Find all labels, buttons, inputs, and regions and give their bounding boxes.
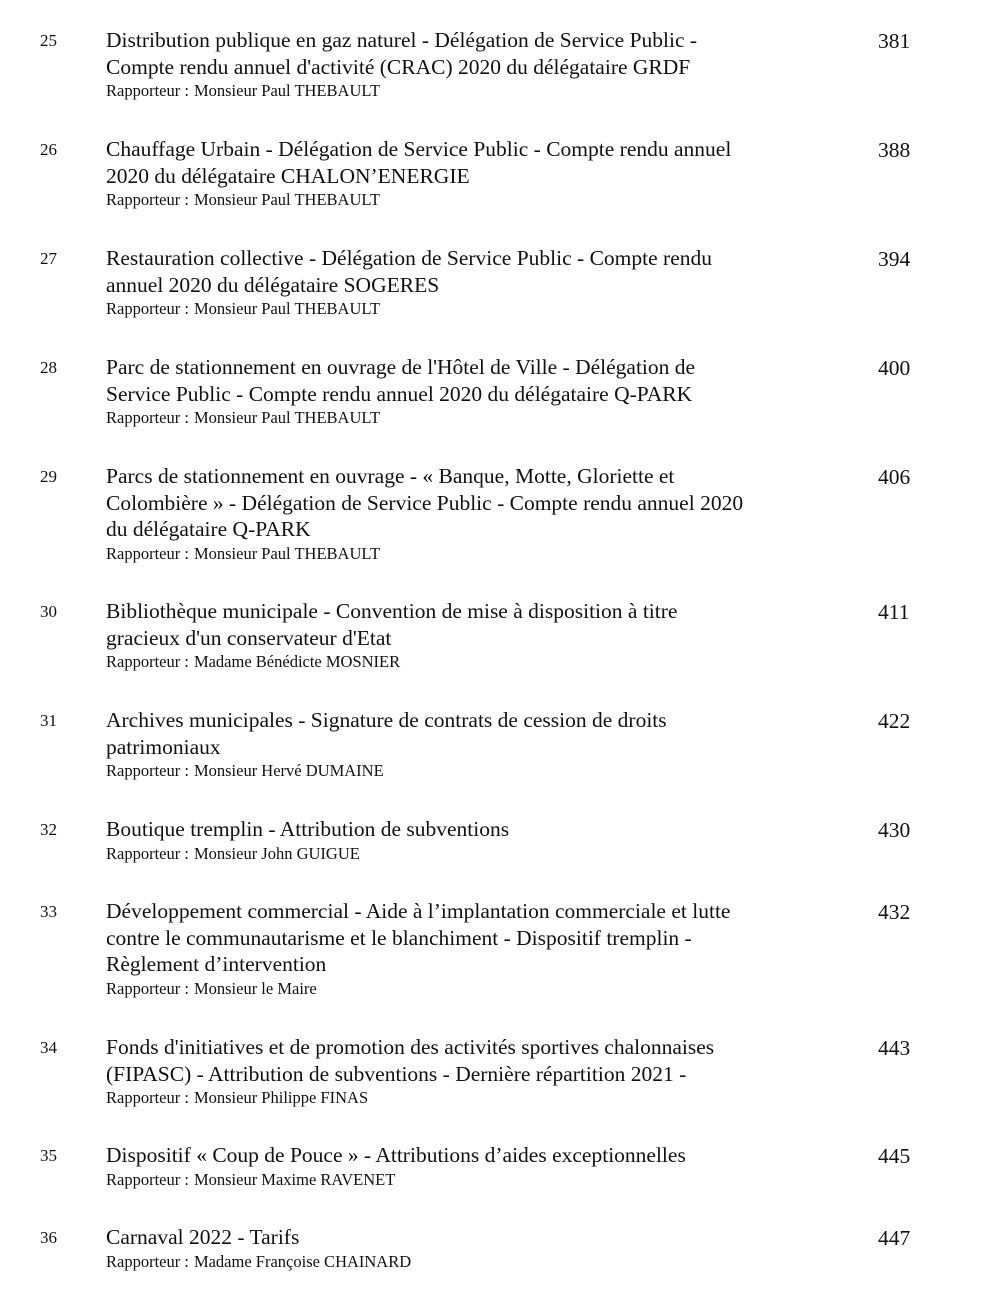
entry-number: 32 <box>40 820 57 839</box>
entry-page-number: 432 <box>878 900 911 924</box>
rapporteur-name: Monsieur Paul THEBAULT <box>193 299 381 318</box>
entry-rapporteur <box>106 844 846 864</box>
entry-page-number: 406 <box>878 465 911 489</box>
entry-body <box>106 1142 846 1190</box>
entry-title: Bibliothèque municipale - Convention de mise à disposition à titre gracieux d'un conservateur d'Etat <box>106 599 678 650</box>
rapporteur-name: Monsieur Paul THEBAULT <box>193 81 381 100</box>
entry-rapporteur <box>106 979 846 999</box>
rapporteur-label: Rapporteur : <box>106 978 189 998</box>
entry-body <box>106 707 846 781</box>
entry-body <box>106 245 846 319</box>
entry-title: Développement commercial - Aide à l’implantation commerciale et lutte contre le communautarisme et le blanchiment - Dispositif tremplin - Règlement d’intervention <box>106 899 731 976</box>
entry-title: Archives municipales - Signature de contrats de cession de droits patrimoniaux <box>106 708 667 759</box>
entry-body <box>106 898 846 999</box>
entry-body <box>106 136 846 210</box>
rapporteur-name: Monsieur Paul THEBAULT <box>193 408 381 427</box>
rapporteur-name: Monsieur Hervé DUMAINE <box>193 761 384 780</box>
entry-rapporteur <box>106 544 846 564</box>
entry-number: 26 <box>40 140 57 159</box>
rapporteur-name: Monsieur le Maire <box>193 978 317 998</box>
entry-body <box>106 598 846 672</box>
rapporteur-label: Rapporteur : <box>106 81 189 100</box>
entry-number: 29 <box>40 467 57 486</box>
entry-rapporteur <box>106 81 846 101</box>
entry-body <box>106 463 846 564</box>
entry-page-number: 400 <box>878 356 911 380</box>
entry-page-number: 422 <box>878 709 911 733</box>
rapporteur-label: Rapporteur : <box>106 1169 189 1189</box>
rapporteur-label: Rapporteur : <box>106 843 189 863</box>
entry-body <box>106 1224 846 1272</box>
entry-page-number: 411 <box>878 600 910 624</box>
entry-body <box>106 27 846 101</box>
rapporteur-name: Monsieur Paul THEBAULT <box>193 543 381 563</box>
rapporteur-label: Rapporteur : <box>106 190 189 209</box>
rapporteur-label: Rapporteur : <box>106 408 189 427</box>
rapporteur-name: Monsieur Paul THEBAULT <box>193 190 381 209</box>
rapporteur-label: Rapporteur : <box>106 761 189 780</box>
entry-title: Dispositif « Coup de Pouce » - Attributions d’aides exceptionnelles <box>106 1143 686 1167</box>
entry-title: Restauration collective - Délégation de Service Public - Compte rendu annuel 2020 du délégataire SOGERES <box>106 246 712 297</box>
entry-rapporteur <box>106 299 846 319</box>
entry-number: 36 <box>40 1228 57 1247</box>
entry-rapporteur <box>106 408 846 428</box>
entry-body <box>106 816 846 864</box>
entry-number: 30 <box>40 602 57 621</box>
rapporteur-name: Madame Françoise CHAINARD <box>193 1251 412 1271</box>
entry-title: Distribution publique en gaz naturel - Délégation de Service Public - Compte rendu annuel d'activité (CRAC) 2020 du délégataire GRDF <box>106 28 698 79</box>
entry-number: 34 <box>40 1038 57 1057</box>
rapporteur-name: Monsieur John GUIGUE <box>193 843 360 863</box>
rapporteur-label: Rapporteur : <box>106 1088 189 1107</box>
entry-title: Carnaval 2022 - Tarifs <box>106 1225 300 1249</box>
entry-rapporteur <box>106 1252 846 1272</box>
entry-number: 31 <box>40 711 57 730</box>
entry-page-number: 445 <box>878 1144 911 1168</box>
entry-title: Parc de stationnement en ouvrage de l'Hôtel de Ville - Délégation de Service Public - Compte rendu annuel 2020 du délégataire Q-PARK <box>106 355 696 406</box>
entry-rapporteur <box>106 652 846 672</box>
rapporteur-label: Rapporteur : <box>106 1251 189 1271</box>
entry-page-number: 381 <box>878 29 911 53</box>
entry-rapporteur <box>106 1170 846 1190</box>
rapporteur-label: Rapporteur : <box>106 543 189 563</box>
entry-title: Fonds d'initiatives et de promotion des activités sportives chalonnaises (FIPASC) - Attribution de subventions - Dernière répartition 2021 - <box>106 1035 715 1086</box>
rapporteur-label: Rapporteur : <box>106 652 189 671</box>
entry-page-number: 394 <box>878 247 911 271</box>
entry-page-number: 447 <box>878 1226 911 1250</box>
entry-number: 35 <box>40 1146 57 1165</box>
entry-body <box>106 354 846 428</box>
entry-number: 25 <box>40 31 57 50</box>
rapporteur-name: Monsieur Maxime RAVENET <box>193 1169 396 1189</box>
entry-rapporteur <box>106 1088 846 1108</box>
entry-title: Parcs de stationnement en ouvrage - « Banque, Motte, Gloriette et Colombière » - Délégation de Service Public - Compte rendu annuel 2020 du délégataire Q-PARK <box>106 464 744 541</box>
entry-page-number: 430 <box>878 818 911 842</box>
entry-page-number: 443 <box>878 1036 911 1060</box>
entry-number: 33 <box>40 902 57 921</box>
entry-body <box>106 1034 846 1108</box>
rapporteur-name: Madame Bénédicte MOSNIER <box>193 652 401 671</box>
entry-rapporteur <box>106 190 846 210</box>
entry-number: 28 <box>40 358 57 377</box>
rapporteur-label: Rapporteur : <box>106 299 189 318</box>
entry-title: Chauffage Urbain - Délégation de Service Public - Compte rendu annuel 2020 du délégataire CHALON’ENERGIE <box>106 137 732 188</box>
entry-title: Boutique tremplin - Attribution de subventions <box>106 817 510 841</box>
entry-number: 27 <box>40 249 57 268</box>
rapporteur-name: Monsieur Philippe FINAS <box>193 1088 369 1107</box>
entry-rapporteur <box>106 761 846 781</box>
entry-page-number: 388 <box>878 138 911 162</box>
